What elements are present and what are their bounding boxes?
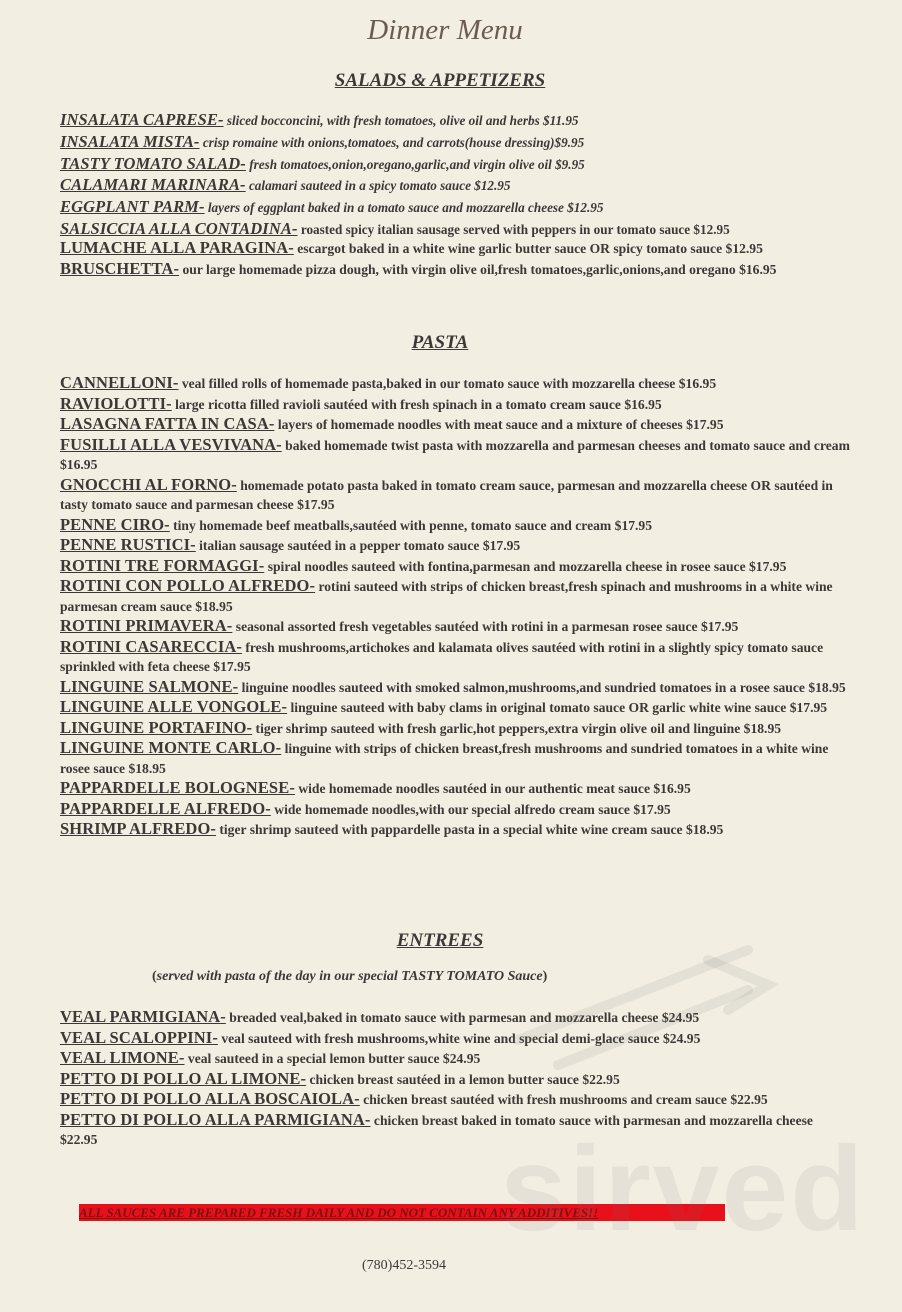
section-heading-pasta: PASTA [411,332,469,353]
item-name: LINGUINE ALLE VONGOLE- [60,697,288,716]
list-item [60,718,850,739]
list-item [60,535,850,556]
item-name: VEAL LIMONE- [60,1048,185,1067]
list-item [60,238,850,259]
item-name: PETTO DI POLLO ALLA BOSCAIOLA- [60,1089,360,1108]
item-name: TASTY TOMATO SALAD- [60,153,246,173]
item-description: baked homemade twist pasta with mozzarella and parmesan cheeses and tomato sauce and cream $16.95 [60,437,850,472]
list-item [60,373,850,394]
list-item [60,175,850,197]
list-item [60,819,850,840]
item-name: CANNELLONI- [60,373,179,392]
item-name: VEAL SCALOPPINI- [60,1027,218,1047]
item-name: FUSILLI ALLA VESVIVANA- [60,434,282,454]
list-item [60,616,850,637]
list-item [60,110,850,132]
item-name: CALAMARI MARINARA- [60,175,246,195]
item-name: LINGUINE SALMONE- [60,676,239,696]
item-name: EGGPLANT PARM- [60,197,205,217]
section-heading-entrees: ENTREES [396,930,484,951]
item-name: PENNE RUSTICI- [60,535,196,554]
item-description: tiny homemade beef meatballs,sautéed with penne, tomato sauce and cream $17.95 [169,517,653,533]
item-description: tiger shrimp sauteed with fresh garlic,hot peppers,extra virgin olive oil and linguine $18.95 [252,720,782,736]
item-description: our large homemade pizza dough, with virgin olive oil,fresh tomatoes,garlic,onions,and oregano $16.95 [179,261,777,277]
item-description: homemade potato pasta baked in tomato cream sauce, parmesan and mozzarella cheese OR sautéed in tasty tomato sauce and parmesan cheese $17.95 [60,477,833,512]
item-description: veal sauteed with fresh mushrooms,white wine and special demi-glace sauce $24.95 [217,1030,701,1046]
phone-number: (780)452-3594 [362,1258,446,1273]
list-item [60,637,850,677]
list-item [60,435,850,475]
list-item [60,515,850,536]
item-description: escargot baked in a white wine garlic butter sauce OR spicy tomato sauce $12.95 [293,241,763,256]
item-description: layers of eggplant baked in a tomato sauce and mozzarella cheese $12.95 [204,200,604,216]
item-description: chicken breast sautéed with fresh mushrooms and cream sauce $22.95 [359,1092,768,1107]
item-name: PETTO DI POLLO ALLA PARMIGIANA- [60,1109,371,1129]
item-name: ROTINI TRE FORMAGGI- [60,555,265,575]
pasta-list [60,373,850,840]
item-description: linguine sauteed with baby clams in original tomato sauce OR garlic white wine sauce $17.95 [287,700,828,715]
watermark-text: sirved [500,1122,866,1256]
item-name: INSALATA MISTA- [60,131,200,151]
item-name: RAVIOLOTTI- [60,393,172,413]
list-item [60,799,850,820]
list-item [60,556,850,577]
item-description: breaded veal,baked in tomato sauce with parmesan and mozzarella cheese $24.95 [225,1010,700,1025]
list-item [60,778,850,799]
item-description: fresh tomatoes,onion,oregano,garlic,and virgin olive oil $9.95 [245,156,585,172]
item-name: SHRIMP ALFREDO- [60,819,216,838]
item-description: linguine noodles sauteed with smoked salmon,mushrooms,and sundried tomatoes in a rosee sauce $18.95 [238,679,846,695]
item-description: layers of homemade noodles with meat sauce and a mixture of cheeses $17.95 [274,417,724,432]
item-description: seasonal assorted fresh vegetables sautéed with rotini in a parmesan rosee sauce $17.95 [232,619,739,634]
salads-list-plain [60,238,850,279]
item-description: large ricotta filled ravioli sautéed with fresh spinach in a tomato cream sauce $16.95 [171,396,662,412]
item-description: wide homemade noodles,with our special alfredo cream sauce $17.95 [270,801,671,817]
list-item [60,738,850,778]
list-item [60,576,850,616]
item-description: sliced bocconcini, with fresh tomatoes, olive oil and herbs $11.95 [223,113,579,128]
salads-list [60,110,850,241]
item-description: rotini sauteed with strips of chicken breast,fresh spinach and mushrooms in a white wine parmesan cream sauce $18.95 [60,579,833,614]
item-description: chicken breast sautéed in a lemon butter sauce $22.95 [306,1071,620,1087]
list-item [60,697,850,718]
list-item [60,132,850,154]
item-name: LUMACHE ALLA PARAGINA- [60,238,294,257]
entrees-note: (served with pasta of the day in our special TASTY TOMATO Sauce) [152,969,548,984]
item-name: LINGUINE MONTE CARLO- [60,738,282,757]
item-name: LASAGNA FATTA IN CASA- [60,414,275,433]
item-description: veal filled rolls of homemade pasta,baked in our tomato sauce with mozzarella cheese $16.95 [178,376,717,391]
list-item [60,677,850,698]
item-name: PAPPARDELLE ALFREDO- [60,798,271,818]
item-description: roasted spicy italian sausage served with peppers in our tomato sauce $12.95 [297,221,730,237]
item-name: LINGUINE PORTAFINO- [60,717,253,737]
item-description: italian sausage sautéed in a pepper tomato sauce $17.95 [195,538,521,553]
additives-banner: ALL SAUCES ARE PREPARED FRESH DAILY AND DO NOT CONTAIN ANY ADDITIVES!! [79,1204,725,1221]
list-item [60,394,850,415]
item-description: wide homemade noodles sautéed in our authentic meat sauce $16.95 [294,781,691,796]
list-item [60,259,850,280]
item-name: PAPPARDELLE BOLOGNESE- [60,778,295,797]
item-name: GNOCCHI AL FORNO- [60,474,237,494]
item-description: calamari sauteed in a spicy tomato sauce $12.95 [245,178,511,194]
item-name: SALSICCIA ALLA CONTADINA- [60,218,298,238]
item-description: linguine with strips of chicken breast,fresh mushrooms and sundried tomatoes in a white wine rosee sauce $18.95 [60,741,829,776]
item-description: veal sauteed in a special lemon butter sauce $24.95 [184,1051,481,1066]
item-name: ROTINI CON POLLO ALFREDO- [60,576,316,595]
list-item [60,475,850,515]
list-item [60,414,850,435]
item-name: INSALATA CAPRESE- [60,110,224,129]
section-heading-salads: SALADS & APPETIZERS [334,70,546,91]
item-description: fresh mushrooms,artichokes and kalamata olives sautéed with rotini in a slightly spicy tomato sauce sprinkled with feta cheese $17.95 [60,639,824,674]
item-description: spiral noodles sauteed with fontina,parmesan and mozzarella cheese in rosee sauce $17.95 [264,558,787,574]
list-item [60,154,850,176]
item-name: PENNE CIRO- [60,514,170,534]
item-name: PETTO DI POLLO AL LIMONE- [60,1068,307,1088]
item-description: tiger shrimp sauteed with pappardelle pasta in a special white wine cream sauce $18.95 [215,822,724,837]
item-name: BRUSCHETTA- [60,258,180,278]
item-name: ROTINI CASARECCIA- [60,636,242,656]
list-item [60,197,850,219]
item-name: VEAL PARMIGIANA- [60,1007,226,1026]
item-name: ROTINI PRIMAVERA- [60,616,233,635]
item-description: chicken breast baked in tomato sauce with parmesan and mozzarella cheese $22.95 [60,1112,813,1147]
page-title: Dinner Menu [367,14,523,46]
item-description: crisp romaine with onions,tomatoes, and carrots(house dressing)$9.95 [199,134,585,150]
